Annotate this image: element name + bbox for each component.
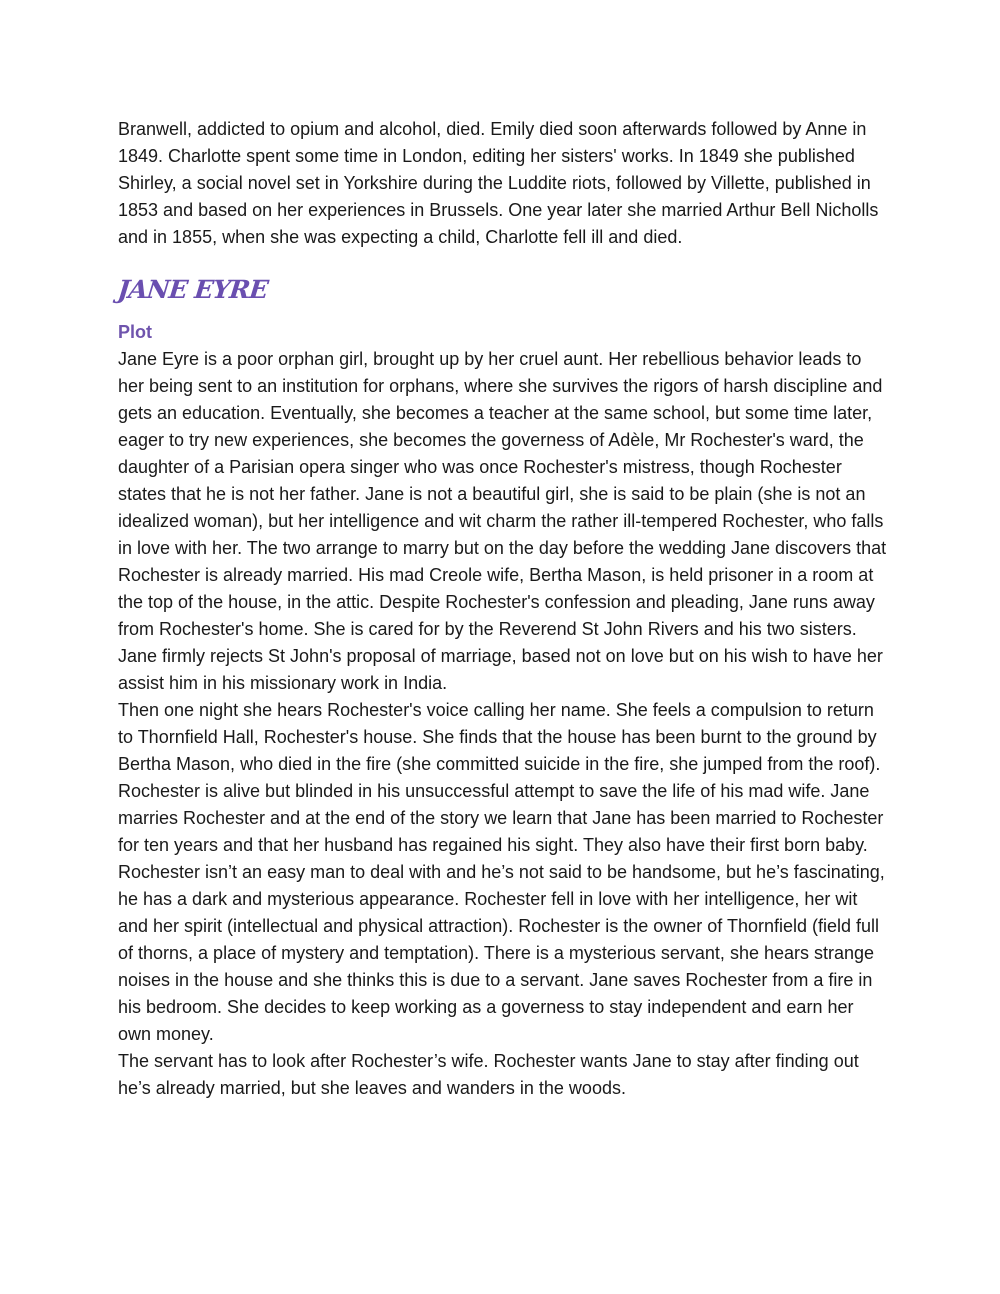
plot-paragraph-2: Then one night she hears Rochester's voice calling her name. She feels a compulsion to return to Thornfield Hall, Rochester's house. She finds that the house has been burnt to the ground by Bertha Mason, who died in the fire (she committed suicide in the fire, she jumped from the roof). Rochester is alive but blinded in his unsuccessful attempt to save the life of his mad wife. Jane marries Rochester and at the end of the story we learn that Jane has been married to Rochester for ten years and that her husband has regained his sight. They also have their first born baby. Rochester isn’t an easy man to deal with and he’s not said to be handsome, but he’s fascinating, he has a dark and mysterious appearance. Rochester fell in love with her intelligence, her wit and her spirit (intellectual and physical attraction). Rochester is the owner of Thornfield (field full of thorns, a place of mystery and temptation). There is a mysterious servant, she hears strange noises in the house and she thinks this is due to a servant. Jane saves Rochester from a fire in his bedroom. She decides to keep working as a governess to stay independent and earn her own money.: [118, 700, 885, 1044]
plot-subheading: Plot: [118, 322, 152, 342]
document-page: [118, 116, 888, 1102]
plot-paragraph-1: Jane Eyre is a poor orphan girl, brought up by her cruel aunt. Her rebellious behavior leads to her being sent to an institution for orphans, where she survives the rigors of harsh discipline and gets an education. Eventually, she becomes a teacher at the same school, but some time later, eager to try new experiences, she becomes the governess of Adèle, Mr Rochester's ward, the daughter of a Parisian opera singer who was once Rochester's mistress, though Rochester states that he is not her father. Jane is not a beautiful girl, she is said to be plain (she is not an idealized woman), but her intelligence and wit charm the rather ill-tempered Rochester, who falls in love with her. The two arrange to marry but on the day before the wedding Jane discovers that Rochester is already married. His mad Creole wife, Bertha Mason, is held prisoner in a room at the top of the house, in the attic. Despite Rochester's confession and pleading, Jane runs away from Rochester's home. She is cared for by the Reverend St John Rivers and his two sisters. Jane firmly rejects St John's proposal of marriage, based not on love but on his wish to have her assist him in his missionary work in India.: [118, 349, 887, 693]
plot-paragraph-3: The servant has to look after Rochester’s wife. Rochester wants Jane to stay after finding out he’s already married, but she leaves and wanders in the woods.: [118, 1051, 859, 1098]
intro-paragraph: Branwell, addicted to opium and alcohol, died. Emily died soon afterwards followed by Anne in 1849. Charlotte spent some time in London, editing her sisters' works. In 1849 she published Shirley, a social novel set in Yorkshire during the Luddite riots, followed by Villette, published in 1853 and based on her experiences in Brussels. One year later she married Arthur Bell Nicholls and in 1855, when she was expecting a child, Charlotte fell ill and died.: [118, 119, 879, 247]
section-title: JANE EYRE: [116, 275, 269, 304]
